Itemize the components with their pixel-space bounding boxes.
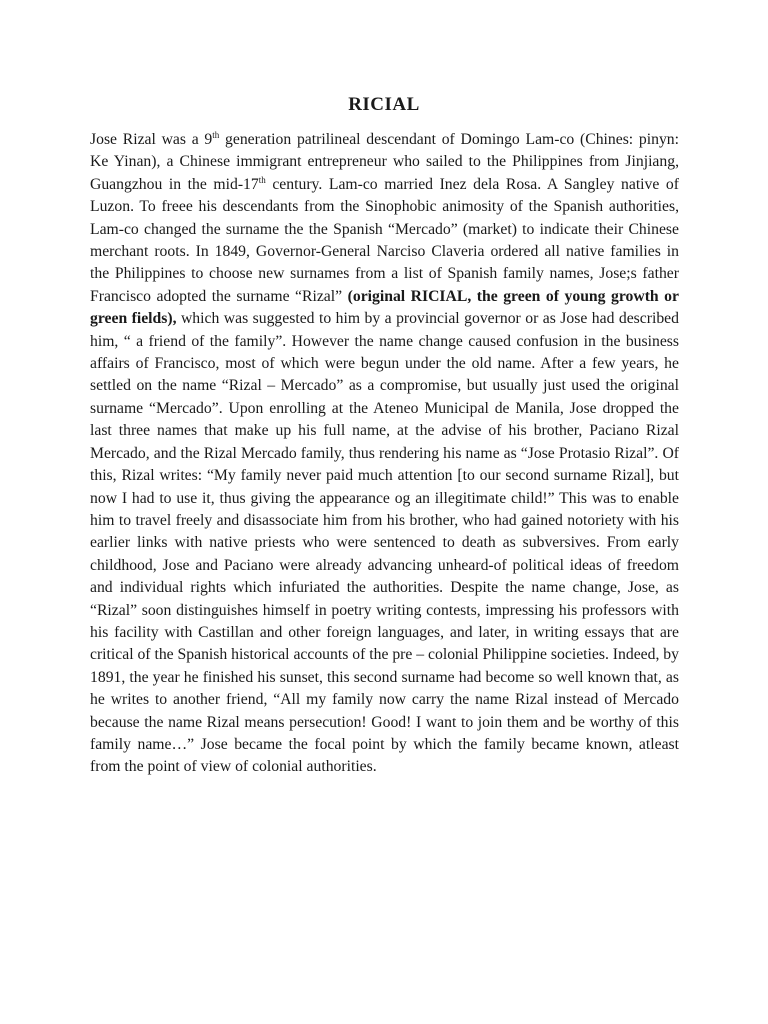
- superscript-ordinal: th: [212, 129, 220, 140]
- text-segment: which was suggested to him by a provincial governor or as Jose had described him, “ a friend of the family”. However the name change caused confusion in the business affairs of Francisco, most of which were begun under the old name. After a few years, he settled on the name “Rizal – Mercado” as a compromise, but usually just used the original surname “Mercado”. Upon enrolling at the Ateneo Municipal de Manila, Jose dropped the last three names that make up his full name, at the advise of his brother, Paciano Rizal Mercado, and the Rizal Mercado family, thus rendering his name as “Jose Protasio Rizal”. Of this, Rizal writes: “My family never paid much attention [to our second surname Rizal], but now I had to use it, thus giving the appearance og an illegitimate child!” This was to enable him to travel freely and disassociate him from his brother, who had gained notoriety with his earlier links with native priests who were sentenced to death as subversives. From early childhood, Jose and Paciano were already advancing unheard-of political ideas of freedom and individual rights which infuriated the authorities. Despite the name change, Jose, as “Rizal” soon distinguishes himself in poetry writing contests, impressing his professors with his facility with Castillan and other foreign languages, and later, in writing essays that are critical of the Spanish historical accounts of the pre – colonial Philippine societies. Indeed, by 1891, the year he finished his sunset, this second surname had become so well known that, as he writes to another friend, “All my family now carry the name Rizal instead of Mercado because the name Rizal means persecution! Good! I want to join them and be worthy of this family name…” Jose became the focal point by which the family became known, atleast from the point of view of colonial authorities.: [90, 310, 679, 776]
- text-segment: Jose Rizal was a 9: [90, 131, 213, 148]
- page-title: RICIAL: [348, 94, 420, 115]
- text-segment: generation patrilineal descendant of Domingo Lam-co (Chines: pinyn: Ke Yinan), a Chinese immigrant entrepreneur who sailed to the Philippines from Jinjiang, Guangzhou in the mid-17: [90, 131, 679, 193]
- bold-emphasis: (original RICIAL, the green of young growth or green fields),: [90, 287, 679, 328]
- body-paragraph: [90, 129, 679, 779]
- superscript-ordinal: th: [258, 174, 266, 185]
- text-segment: century. Lam-co married Inez dela Rosa. A Sangley native of Luzon. To freee his descendants from the Sinophobic animosity of the Spanish authorities, Lam-co changed the surname the the Spanish “Mercado” (market) to indicate their Chinese merchant roots. In 1849, Governor-General Narciso Claveria ordered all native families in the Philippines to choose new surnames from a list of Spanish family names, Jose;s father Francisco adopted the surname “Rizal”: [90, 175, 679, 305]
